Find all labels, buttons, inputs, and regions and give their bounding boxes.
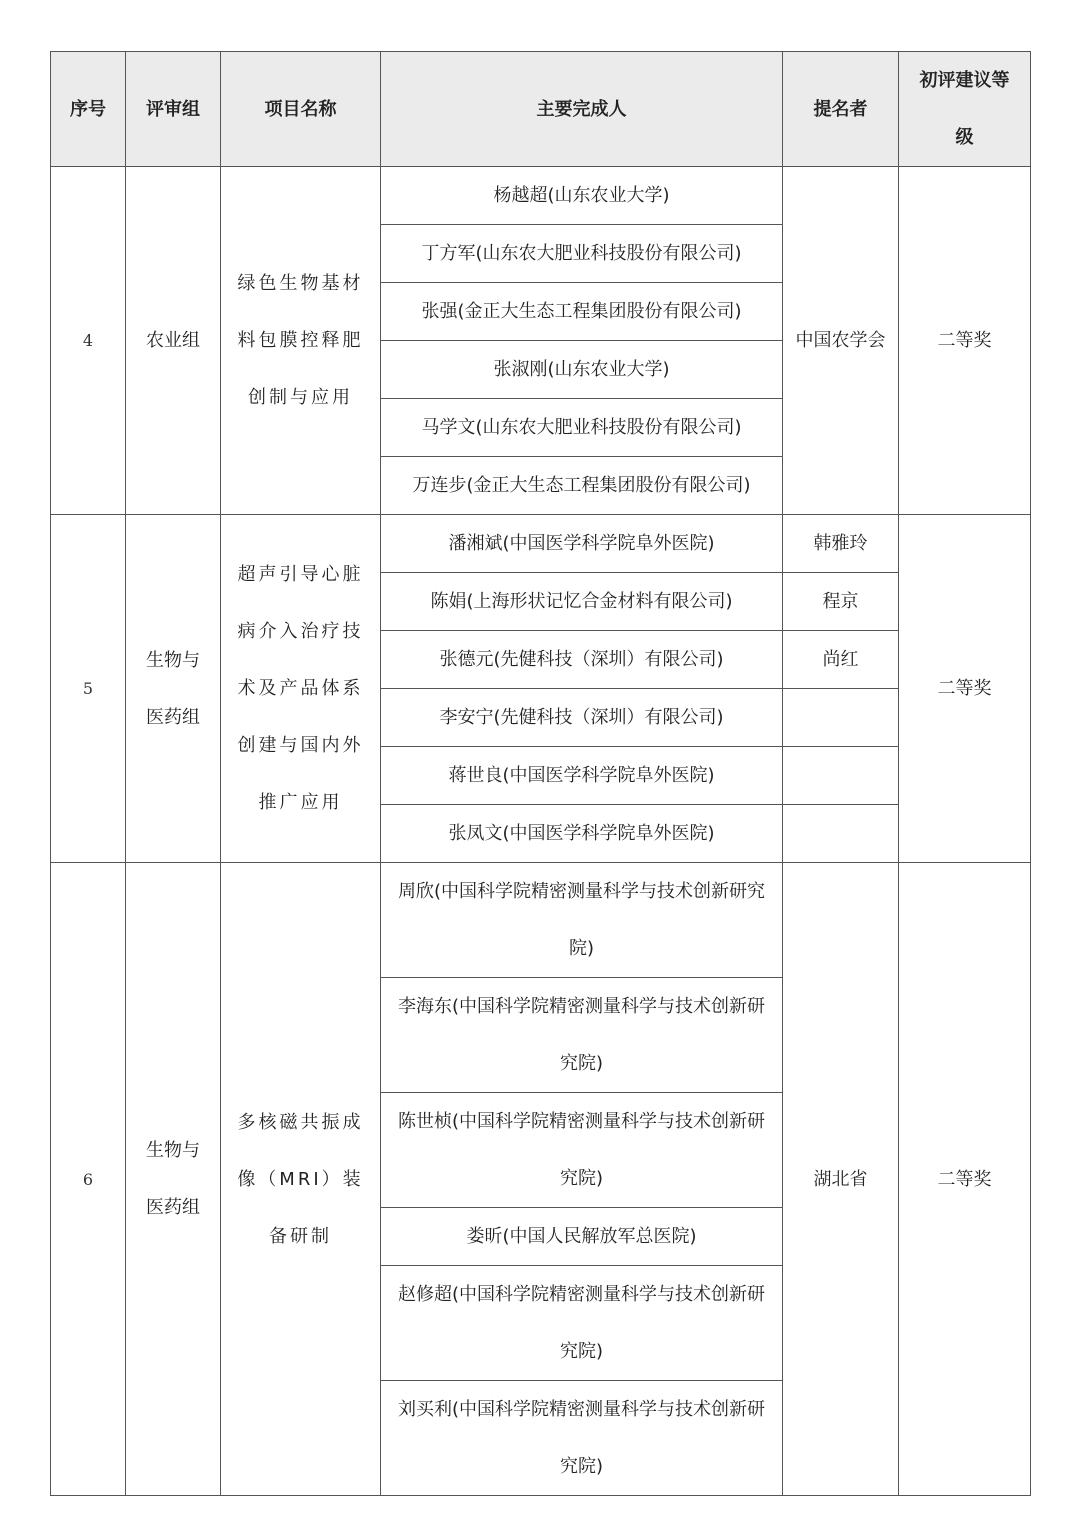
completer-cell: 陈娟(上海形状记忆合金材料有限公司) [381, 573, 783, 631]
completer-cell: 张强(金正大生态工程集团股份有限公司) [381, 283, 783, 341]
row-seq: 5 [51, 515, 126, 863]
table-row [51, 515, 1031, 573]
nominator-cell [783, 805, 899, 863]
completer-cell: 马学文(山东农大肥业科技股份有限公司) [381, 399, 783, 457]
completer-cell: 娄昕(中国人民解放军总医院) [381, 1208, 783, 1266]
completer-cell: 蒋世良(中国医学科学院阜外医院) [381, 747, 783, 805]
table-header-row [51, 52, 1031, 167]
row-grade: 二等奖 [899, 515, 1031, 863]
completer-cell: 张淑刚(山东农业大学) [381, 341, 783, 399]
nominator-cell: 韩雅玲 [783, 515, 899, 573]
nominator-cell: 尚红 [783, 631, 899, 689]
row-group: 生物与医药组 [126, 863, 221, 1496]
completer-cell: 赵修超(中国科学院精密测量科学与技术创新研究院) [381, 1266, 783, 1381]
row-project: 超声引导心脏病介入治疗技术及产品体系创建与国内外推广应用 [221, 515, 381, 863]
nominator-cell [783, 689, 899, 747]
row-group: 生物与医药组 [126, 515, 221, 863]
row-project: 多核磁共振成像（MRI）装备研制 [221, 863, 381, 1496]
header-seq: 序号 [51, 52, 126, 167]
row-group: 农业组 [126, 167, 221, 515]
completer-cell: 潘湘斌(中国医学科学院阜外医院) [381, 515, 783, 573]
row-nominator: 湖北省 [783, 863, 899, 1496]
award-table [50, 51, 1031, 1496]
table-row [51, 167, 1031, 225]
row-seq: 4 [51, 167, 126, 515]
table-row [51, 863, 1031, 978]
header-completers: 主要完成人 [381, 52, 783, 167]
row-grade: 二等奖 [899, 167, 1031, 515]
row-seq: 6 [51, 863, 126, 1496]
row-grade: 二等奖 [899, 863, 1031, 1496]
completer-cell: 万连步(金正大生态工程集团股份有限公司) [381, 457, 783, 515]
header-grade: 初评建议等级 [899, 52, 1031, 167]
completer-cell: 杨越超(山东农业大学) [381, 167, 783, 225]
completer-cell: 李海东(中国科学院精密测量科学与技术创新研究院) [381, 978, 783, 1093]
completer-cell: 周欣(中国科学院精密测量科学与技术创新研究院) [381, 863, 783, 978]
completer-cell: 李安宁(先健科技（深圳）有限公司) [381, 689, 783, 747]
completer-cell: 张凤文(中国医学科学院阜外医院) [381, 805, 783, 863]
nominator-cell: 程京 [783, 573, 899, 631]
completer-cell: 陈世桢(中国科学院精密测量科学与技术创新研究院) [381, 1093, 783, 1208]
header-project: 项目名称 [221, 52, 381, 167]
nominator-cell [783, 747, 899, 805]
row-nominator: 中国农学会 [783, 167, 899, 515]
header-group: 评审组 [126, 52, 221, 167]
header-nominator: 提名者 [783, 52, 899, 167]
row-project: 绿色生物基材料包膜控释肥创制与应用 [221, 167, 381, 515]
completer-cell: 张德元(先健科技（深圳）有限公司) [381, 631, 783, 689]
completer-cell: 刘买利(中国科学院精密测量科学与技术创新研究院) [381, 1381, 783, 1496]
completer-cell: 丁方军(山东农大肥业科技股份有限公司) [381, 225, 783, 283]
